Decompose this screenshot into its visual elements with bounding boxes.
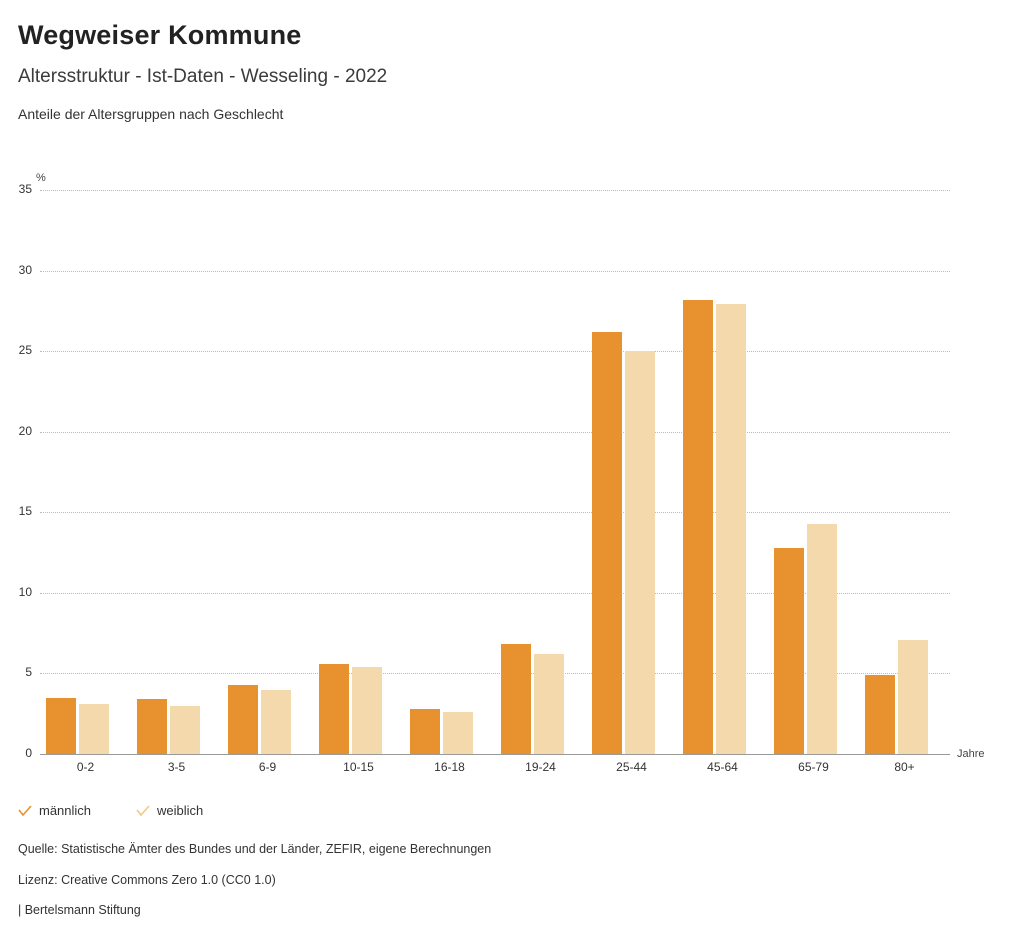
y-axis-tick-label: 20 [18,423,32,438]
chart-subtitle: Altersstruktur - Ist-Daten - Wesseling - 2022 [18,66,388,87]
bar-maennlich[interactable] [46,698,76,754]
license-note: Lizenz: Creative Commons Zero 1.0 (CC0 1.0) [18,872,276,887]
bar-group [404,190,495,754]
x-axis-tick-label: 45-64 [707,760,738,774]
bar-weiblich[interactable] [352,667,382,754]
legend-item-weiblich[interactable] [136,803,203,818]
bar-weiblich[interactable] [261,690,291,754]
bar-maennlich[interactable] [410,709,440,754]
footer [18,843,491,935]
bar-maennlich[interactable] [228,685,258,754]
y-axis-tick-label: 5 [25,665,32,680]
y-axis-tick-label: 35 [18,182,32,196]
gridline [40,754,950,755]
bar-series-container [40,190,950,754]
bar-weiblich[interactable] [170,706,200,754]
bar-group [586,190,677,754]
x-axis-tick-label: 16-18 [434,760,465,774]
brand-note: | Bertelsmann Stiftung [18,903,141,917]
bar-maennlich[interactable] [592,332,622,754]
bar-maennlich[interactable] [501,644,531,754]
y-axis-tick-label: 30 [18,262,32,277]
x-axis-tick-label: 19-24 [525,760,556,774]
source-note: Quelle: Statistische Ämter des Bundes und der Länder, ZEFIR, eigene Berechnungen [18,842,492,856]
legend-item-maennlich[interactable] [18,803,91,818]
plot-area [18,182,950,774]
bar-maennlich[interactable] [865,675,895,754]
bar-weiblich[interactable] [716,304,746,754]
bar-group [677,190,768,754]
bar-maennlich[interactable] [319,664,349,754]
chart-description: Anteile der Altersgruppen nach Geschlecht [18,106,284,122]
bar-weiblich[interactable] [79,704,109,754]
x-axis-tick-label: 65-79 [798,760,829,774]
x-axis-tick-label: 10-15 [343,760,374,774]
bar-group [495,190,586,754]
bar-weiblich[interactable] [898,640,928,754]
bar-weiblich[interactable] [807,524,837,754]
y-axis-tick-label: 10 [18,584,32,599]
bar-weiblich[interactable] [443,712,473,754]
x-axis-tick-label: 6-9 [258,760,277,774]
y-axis-tick-label: 25 [18,343,32,358]
legend-label: männlich [39,803,92,818]
x-axis-tick-label: 3-5 [167,760,186,774]
bar-maennlich[interactable] [137,699,167,754]
bar-group [222,190,313,754]
check-icon [18,804,32,818]
bar-maennlich[interactable] [774,548,804,754]
check-icon [136,804,150,818]
legend-label: weiblich [157,803,204,818]
x-axis-unit-label: Jahre [957,748,985,760]
y-axis-unit-label: % [36,172,46,184]
bar-maennlich[interactable] [683,300,713,754]
bar-group [859,190,950,754]
x-axis-tick-label: 25-44 [616,760,647,774]
bar-group [313,190,404,754]
bar-group [768,190,859,754]
x-axis-tick-label: 80+ [894,760,915,774]
bar-weiblich[interactable] [625,351,655,754]
y-axis-tick-label: 0 [25,746,32,760]
y-axis-tick-label: 15 [18,504,32,519]
x-axis-tick-label: 0-2 [76,760,95,774]
bar-weiblich[interactable] [534,654,564,754]
bar-group [131,190,222,754]
bar-group [40,190,131,754]
page-title: Wegweiser Kommune [18,20,302,50]
